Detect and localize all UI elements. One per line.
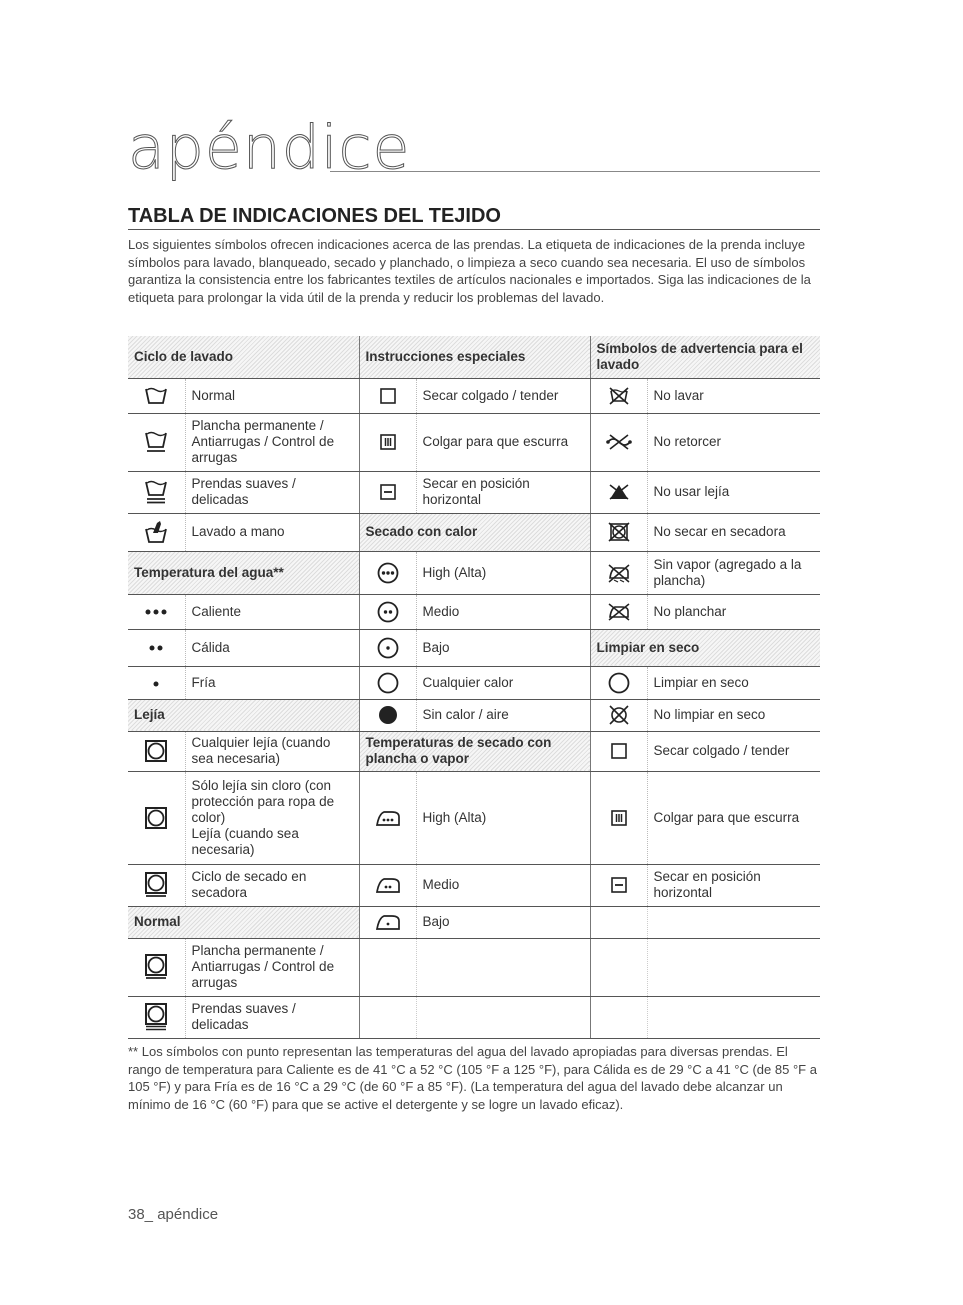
table-row	[128, 731, 820, 771]
water-warm-label: Cálida	[185, 629, 359, 666]
tumble-medium-label: Medio	[416, 594, 590, 629]
circle-in-square-icon	[128, 996, 185, 1038]
tumble-low-label: Bajo	[416, 629, 590, 666]
square-horizontal-line-icon	[590, 864, 647, 906]
circle-icon	[590, 666, 647, 699]
normal-delicate-label: Prendas suaves / delicadas	[185, 996, 359, 1038]
tumble-no-heat-label: Sin calor / aire	[416, 699, 590, 731]
table-row	[128, 938, 820, 996]
circle-icon	[359, 551, 416, 594]
circle-in-square-icon	[128, 938, 185, 996]
warning-no-tumble-dry-label: No secar en secadora	[647, 513, 820, 551]
water-hot-label: Caliente	[185, 594, 359, 629]
circle-icon	[359, 666, 416, 699]
wash-delicate-label: Prendas suaves / delicadas	[185, 471, 359, 513]
crossed-icon	[590, 594, 647, 629]
tumble-any-heat-label: Cualquier calor	[416, 666, 590, 699]
dots-two-icon	[128, 629, 185, 666]
tub-one-bar-icon	[128, 413, 185, 471]
iron-icon	[359, 906, 416, 938]
warning-no-iron-label: No planchar	[647, 594, 820, 629]
iron-low-label: Bajo	[416, 906, 590, 938]
table-row	[128, 906, 820, 938]
warning-no-wring-label: No retorcer	[647, 413, 820, 471]
header-iron-temp: Temperaturas de secado con plancha o vapor	[359, 731, 590, 771]
dot-one-icon	[128, 666, 185, 699]
table-row	[128, 629, 820, 666]
table-row	[128, 471, 820, 513]
header-normal: Normal	[128, 906, 359, 938]
chapter-title: apéndice	[128, 113, 411, 183]
dry-clean-dry-flat-label: Secar en posición horizontal	[647, 864, 820, 906]
square-horizontal-line-icon	[359, 471, 416, 513]
square-vertical-lines-icon	[359, 413, 416, 471]
fabric-care-table	[128, 336, 820, 1039]
table-row	[128, 336, 820, 378]
table-row	[128, 594, 820, 629]
table-row	[128, 551, 820, 594]
section-rule	[128, 229, 820, 230]
dry-clean-label: Limpiar en seco	[647, 666, 820, 699]
table-row	[128, 513, 820, 551]
header-special: Instrucciones especiales	[359, 336, 590, 378]
table-row	[128, 666, 820, 699]
water-cold-label: Fría	[185, 666, 359, 699]
warning-no-wash-label: No lavar	[647, 378, 820, 413]
dry-clean-drip-dry-label: Colgar para que escurra	[647, 771, 820, 864]
header-tumble-dry: Secado con calor	[359, 513, 590, 551]
square-vertical-lines-icon	[590, 771, 647, 864]
table-row	[128, 996, 820, 1038]
circle-icon	[359, 594, 416, 629]
section-title: TABLA DE INDICACIONES DEL TEJIDO	[128, 205, 501, 227]
table-row	[128, 771, 820, 864]
crossed-icon	[590, 471, 647, 513]
bleach-non-chlorine-cell	[185, 771, 359, 864]
table-row	[128, 864, 820, 906]
square-icon	[359, 378, 416, 413]
normal-permanent-press-label: Plancha permanente / Antiarrugas / Control de arrugas	[185, 938, 359, 996]
header-dry-clean: Limpiar en seco	[590, 629, 820, 666]
iron-high-label: High (Alta)	[416, 771, 590, 864]
tub-two-bars-icon	[128, 471, 185, 513]
crossed-icon	[590, 551, 647, 594]
crossed-icon	[590, 513, 647, 551]
header-wash-cycle: Ciclo de lavado	[128, 336, 359, 378]
tub-icon	[128, 378, 185, 413]
iron-medium-label: Medio	[416, 864, 590, 906]
no-dry-clean-label: No limpiar en seco	[647, 699, 820, 731]
circle-in-square-icon	[128, 771, 185, 864]
page-number: 38_ apéndice	[128, 1206, 219, 1223]
special-line-dry-label: Secar colgado / tender	[416, 378, 590, 413]
wash-permanent-press-label: Plancha permanente / Antiarrugas / Control de arrugas	[185, 413, 359, 471]
special-dry-flat-label: Secar en posición horizontal	[416, 471, 590, 513]
dots-three-icon	[128, 594, 185, 629]
tumble-high-label: High (Alta)	[416, 551, 590, 594]
crossed-icon	[590, 413, 647, 471]
warning-no-steam-label: Sin vapor (agregado a la plancha)	[647, 551, 820, 594]
table-row	[128, 699, 820, 731]
circle-in-square-icon	[128, 864, 185, 906]
hand-wash-icon	[128, 513, 185, 551]
circle-in-square-icon	[128, 731, 185, 771]
intro-paragraph: Los siguientes símbolos ofrecen indicaciones acerca de las prendas. La etiqueta de indicaciones de la prenda incluye símbolos para lavado, blanqueado, secado y planchado, o limpieza a seco cuando sea necesaria. El uso de símbolos garantiza la consistencia entre los fabricantes textiles de artículos nacionales e importados. Siga las indicaciones de la etiqueta para prolongar la vida útil de la prenda y reducir los problemas del lavado.	[128, 237, 811, 305]
header-bleach: Lejía	[128, 699, 359, 731]
crossed-icon	[590, 699, 647, 731]
iron-icon	[359, 864, 416, 906]
table-row	[128, 378, 820, 413]
bleach-tumble-dry-label: Ciclo de secado en secadora	[185, 864, 359, 906]
chapter-rule	[330, 171, 820, 172]
iron-icon	[359, 771, 416, 864]
bleach-non-chlorine-label: Sólo lejía sin cloro (con protección para ropa de color)	[191, 777, 335, 825]
table-row	[128, 413, 820, 471]
wash-hand-label: Lavado a mano	[185, 513, 359, 551]
bleach-when-needed-label: Lejía (cuando sea necesaria)	[191, 825, 299, 857]
wash-normal-label: Normal	[185, 378, 359, 413]
crossed-icon	[590, 378, 647, 413]
header-water-temp: Temperatura del agua**	[128, 551, 359, 594]
warning-no-bleach-label: No usar lejía	[647, 471, 820, 513]
circle-icon	[359, 699, 416, 731]
square-icon	[590, 731, 647, 771]
bleach-any-label: Cualquier lejía (cuando sea necesaria)	[185, 731, 359, 771]
special-drip-dry-label: Colgar para que escurra	[416, 413, 590, 471]
circle-icon	[359, 629, 416, 666]
footnote: ** Los símbolos con punto representan las temperaturas del agua del lavado apropiadas para diversas prendas. El rango de temperatura para Caliente es de 41 °C a 52 °C (105 °F a 125 °F), para Cálida es de 29 °C a 41 °C (de 85 °F a 105 °F) y para Fría es de 16 °C a 29 °C (de 60 °F a 85 °F). (La temperatura del agua del lavado debe alcanzar un mínimo de 16 °C (60 °F) para que se active el detergente y se logre un lavado eficaz).	[128, 1044, 817, 1112]
header-warning: Símbolos de advertencia para el lavado	[590, 336, 820, 378]
dry-clean-line-dry-label: Secar colgado / tender	[647, 731, 820, 771]
